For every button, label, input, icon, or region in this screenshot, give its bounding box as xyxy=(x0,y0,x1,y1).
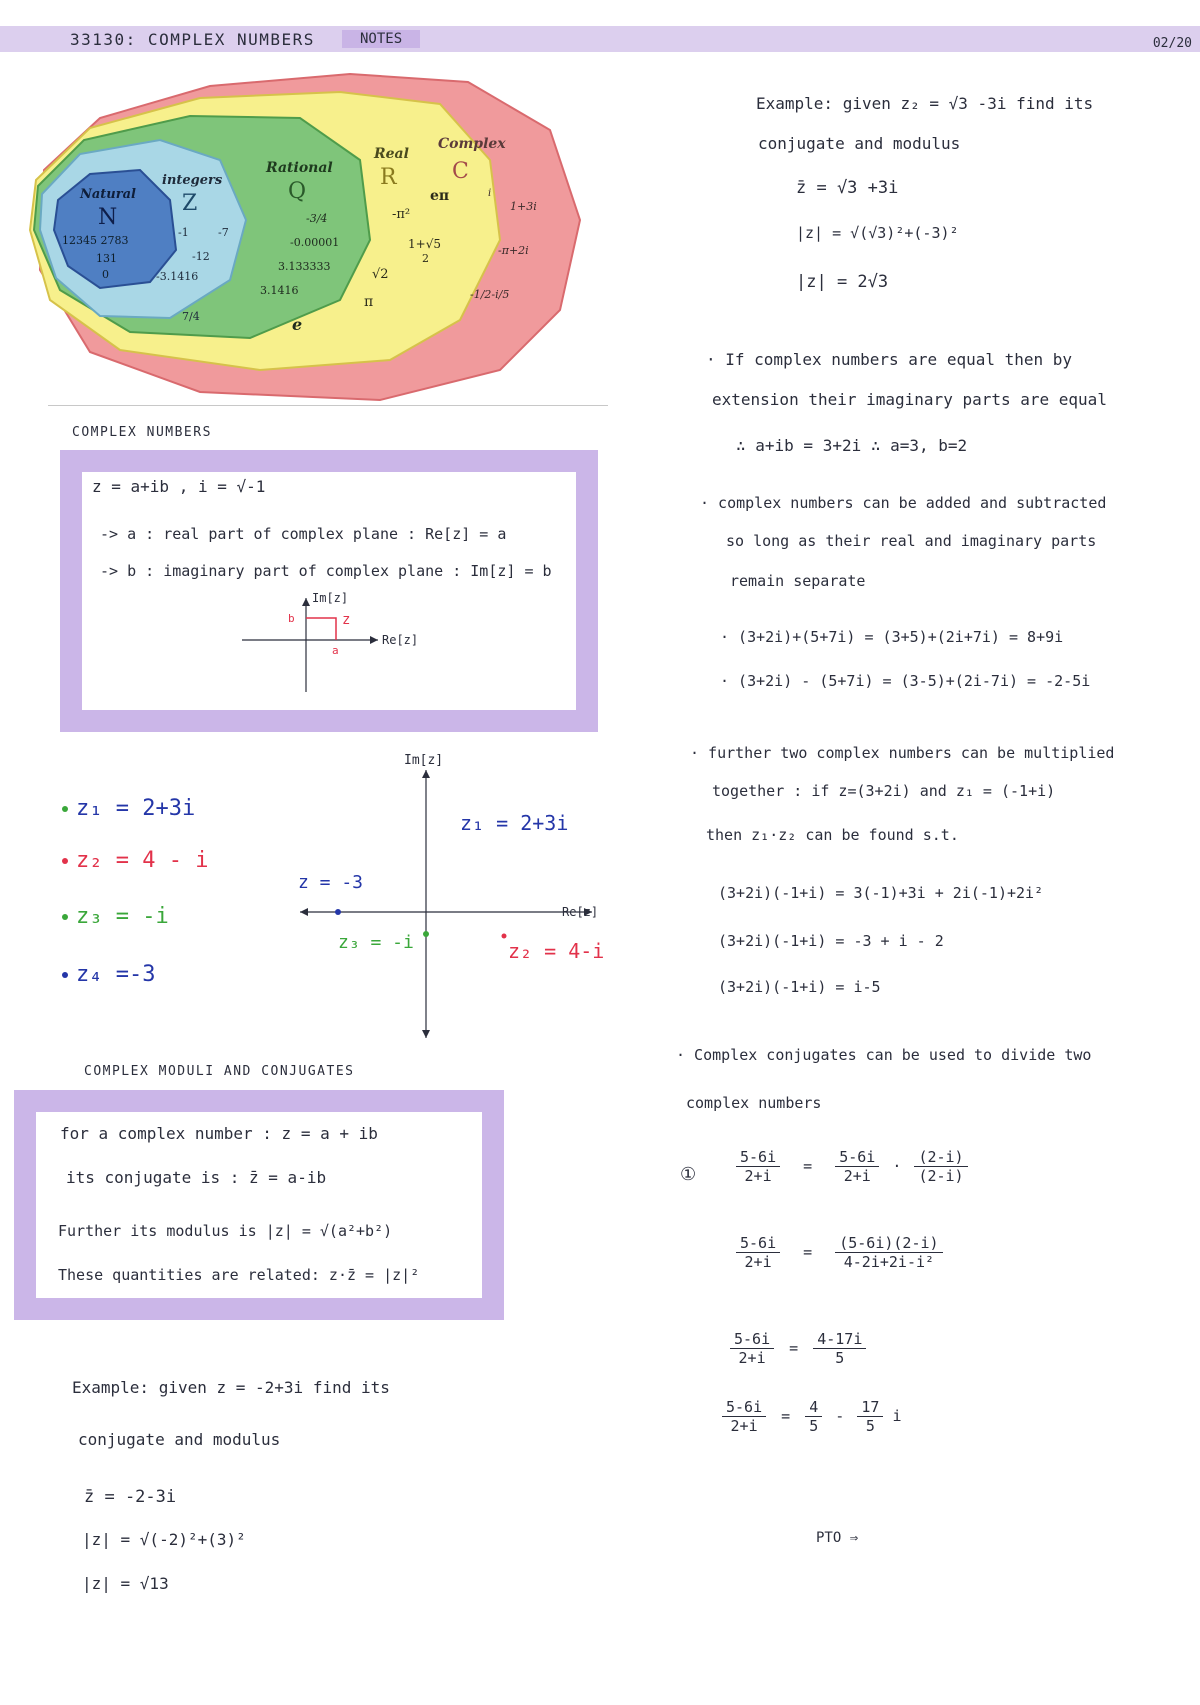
add-line-3: remain separate xyxy=(730,572,866,590)
integers-item-5: 7/4 xyxy=(182,310,200,323)
equal-line-2: extension their imaginary parts are equal xyxy=(712,390,1107,409)
natural-item-3: 0 xyxy=(102,268,109,281)
add-line-1: · complex numbers can be added and subtracted xyxy=(700,494,1107,512)
mult-line-5: (3+2i)(-1+i) = -3 + i - 2 xyxy=(718,932,944,950)
moduli-line-1: for a complex number : z = a + ib xyxy=(60,1124,378,1143)
plot-z1-label: z₁ = 2+3i xyxy=(460,811,569,835)
complex-numbers-heading: COMPLEX NUMBERS xyxy=(72,425,212,440)
point-z xyxy=(335,909,341,915)
example-left-5: |z| = √13 xyxy=(82,1574,169,1593)
argand-diagram-small xyxy=(230,588,460,698)
rational-item-3: 3.133333 xyxy=(278,260,331,273)
plot-z-label: z = -3 xyxy=(298,872,364,893)
mult-line-4: (3+2i)(-1+i) = 3(-1)+3i + 2i(-1)+2i² xyxy=(718,884,1044,902)
rational-symbol: Q xyxy=(288,179,307,204)
z2-label: z₂ = 4 - i xyxy=(62,848,208,873)
mult-line-2: together : if z=(3+2i) and z₁ = (-1+i) xyxy=(712,782,1056,800)
divider xyxy=(48,405,608,406)
integers-item-1: -1 xyxy=(178,226,189,239)
real-item-1: -π² xyxy=(392,207,411,222)
divide-line-2: complex numbers xyxy=(686,1094,822,1112)
plot-axis-re: Re[z] xyxy=(562,905,599,919)
mult-line-3: then z₁·z₂ can be found s.t. xyxy=(706,826,959,844)
complex-item-1: 1+3i xyxy=(510,200,537,213)
real-symbol: R xyxy=(380,165,397,190)
complex-label: Complex xyxy=(438,136,506,152)
complex-item-3: -1/2-i/5 xyxy=(470,288,510,301)
example-right-1: Example: given z₂ = √3 -3i find its xyxy=(756,94,1094,113)
natural-label: Natural xyxy=(80,187,136,202)
moduli-line-4: These quantities are related: z·z̄ = |z|² xyxy=(58,1266,420,1284)
real-item-6: π xyxy=(364,294,374,310)
equal-line-1: · If complex numbers are equal then by xyxy=(706,350,1073,369)
z3-label: z₃ = -i xyxy=(62,904,169,929)
complex-item-2: -π+2i xyxy=(498,244,529,257)
example-left-3: z̄ = -2-3i xyxy=(84,1487,177,1507)
integers-symbol: Z xyxy=(182,191,198,216)
natural-symbol: N xyxy=(98,205,118,230)
notes-tag: NOTES xyxy=(342,30,420,48)
argand-plot xyxy=(290,748,610,1046)
rational-item-4: 3.1416 xyxy=(260,284,299,297)
small-axis-re: Re[z] xyxy=(382,633,419,647)
divide-step-2: $\frac{5-6i}{2+i}$ = $\frac{(5-6i)(2-i)}{\text{4-2i+2i-i²}}$ xyxy=(736,1234,943,1271)
example-right-4: |z| = √(√3)²+(-3)² xyxy=(796,224,959,242)
moduli-line-2: its conjugate is : z̄ = a-ib xyxy=(66,1168,327,1187)
divide-line-1: · Complex conjugates can be used to divide two xyxy=(676,1046,1092,1064)
complex-symbol: C xyxy=(452,159,469,184)
rational-label: Rational xyxy=(266,160,333,176)
integers-item-2: -7 xyxy=(218,226,229,239)
page-number: 02/20 xyxy=(1152,36,1192,51)
step-marker: ① xyxy=(680,1164,697,1185)
natural-item-2: 131 xyxy=(96,252,117,265)
number-sets-diagram xyxy=(20,70,610,405)
real-item-2: eπ xyxy=(430,188,450,204)
point-z3 xyxy=(423,931,429,937)
real-part-line: -> a : real part of complex plane : Re[z] = a xyxy=(100,525,507,543)
moduli-line-3: Further its modulus is |z| = √(a²+b²) xyxy=(58,1222,393,1240)
integers-item-6: e xyxy=(292,315,303,334)
example-left-1: Example: given z = -2+3i find its xyxy=(72,1378,390,1397)
add-line-4: · (3+2i)+(5+7i) = (3+5)+(2i+7i) = 8+9i xyxy=(720,628,1064,646)
imag-part-line: -> b : imaginary part of complex plane : Im[z] = b xyxy=(100,562,552,580)
add-line-5: · (3+2i) - (5+7i) = (3-5)+(2i-7i) = -2-5i xyxy=(720,672,1091,690)
small-pt-a: a xyxy=(332,644,339,657)
real-label: Real xyxy=(374,146,409,162)
small-axis-im: Im[z] xyxy=(312,591,349,605)
mult-line-1: · further two complex numbers can be multiplied xyxy=(690,744,1115,762)
real-item-5: √2 xyxy=(372,267,389,282)
example-right-3: z̄ = √3 +3i xyxy=(796,178,899,198)
mult-line-6: (3+2i)(-1+i) = i-5 xyxy=(718,978,881,996)
real-item-4: 2 xyxy=(422,252,429,265)
point-z2 xyxy=(502,934,507,939)
divide-step-4: $\frac{5-6i}{2+i}$ = $\frac{4}{5}$ - $\frac{17}{5}$ i xyxy=(722,1398,901,1435)
divide-step-3: $\frac{5-6i}{2+i}$ = $\frac{4-17i}{5}$ xyxy=(730,1330,866,1367)
real-item-3: 1+√5 xyxy=(408,237,441,251)
small-pt-z: z xyxy=(342,612,351,628)
integers-item-4: -3.1416 xyxy=(156,270,199,283)
example-right-5: |z| = 2√3 xyxy=(796,272,889,292)
integers-item-3: -12 xyxy=(192,250,210,263)
example-left-4: |z| = √(-2)²+(3)² xyxy=(82,1530,246,1549)
z1-label: z₁ = 2+3i xyxy=(62,796,195,821)
plot-z2-label: z₂ = 4-i xyxy=(508,939,605,963)
page-title: 33130: COMPLEX NUMBERS xyxy=(70,30,315,49)
example-right-2: conjugate and modulus xyxy=(758,134,961,153)
small-pt-b: b xyxy=(288,612,295,625)
natural-item-1: 12345 2783 xyxy=(62,234,129,247)
equal-line-3: ∴ a+ib = 3+2i ∴ a=3, b=2 xyxy=(736,436,968,455)
rational-item-2: -0.00001 xyxy=(290,236,340,249)
rational-item-1: -3/4 xyxy=(306,212,328,225)
integers-label: integers xyxy=(162,173,223,188)
add-line-2: so long as their real and imaginary parts xyxy=(726,532,1097,550)
divide-step-1: $\frac{5-6i}{2+i}$ = $\frac{5-6i}{2+i}$ · $\frac{(2-i)}{(2-i)}$ xyxy=(736,1148,968,1185)
plot-z3-label: z₃ = -i xyxy=(338,932,414,953)
moduli-heading: COMPLEX MODULI AND CONJUGATES xyxy=(84,1064,355,1079)
plot-axis-im: Im[z] xyxy=(404,753,444,768)
complex-item-4: i xyxy=(488,188,492,199)
pto-note: PTO ⇒ xyxy=(816,1530,859,1546)
example-left-2: conjugate and modulus xyxy=(78,1430,281,1449)
complex-def: z = a+ib , i = √-1 xyxy=(92,477,266,496)
z4-label: z₄ =-3 xyxy=(62,962,155,987)
